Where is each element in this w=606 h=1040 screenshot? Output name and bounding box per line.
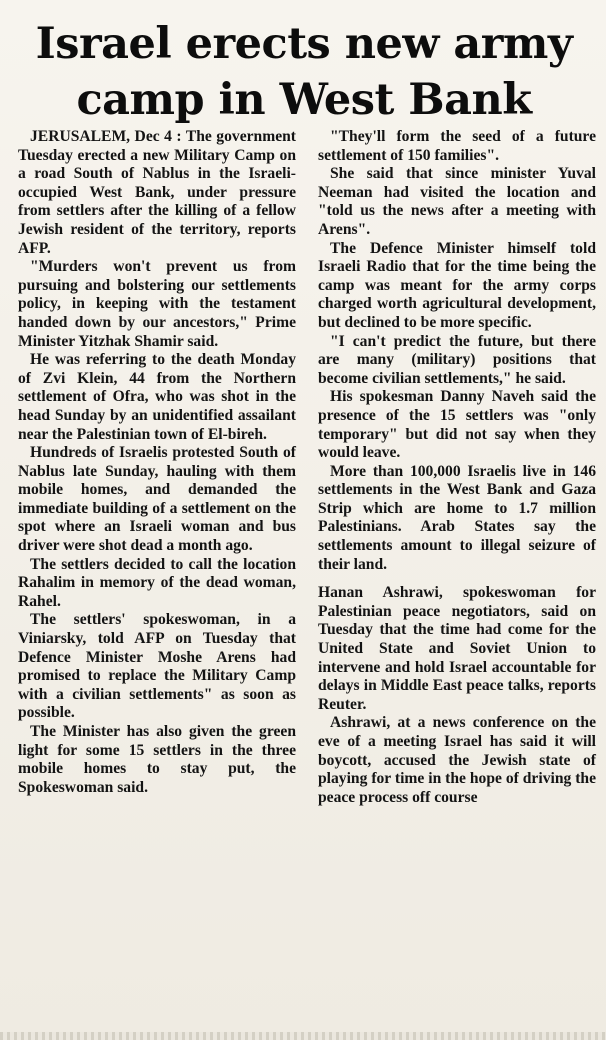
paragraph: His spokesman Danny Naveh said the presence of the 15 settlers was "only temporary" but did not say when they would leave. bbox=[318, 388, 596, 462]
headline-line-2: camp in West Bank bbox=[76, 75, 532, 125]
torn-bottom-edge bbox=[0, 1032, 606, 1040]
paragraph-text: The government Tuesday erected a new Military Camp on a road South of Nablus in the Israeli-occupied West Bank, under pressure from settlers after the killing of a fellow Jewish resident of the territory, reports AFP. bbox=[18, 128, 296, 257]
headline bbox=[14, 16, 594, 128]
right-column bbox=[318, 128, 596, 807]
left-column bbox=[18, 128, 296, 807]
paragraph: The Defence Minister himself told Israeli Radio that for the time being the camp was meant for the army corps charged worth agricultural development, but declined to be more specific. bbox=[318, 239, 596, 331]
paragraph: The settlers' spokeswoman, in a Viniarsky, told AFP on Tuesday that Defence Minister Moshe Arens had promised to replace the Military Camp with a civilian settlements" as soon as possible. bbox=[18, 611, 296, 722]
paragraph: More than 100,000 Israelis live in 146 settlements in the West Bank and Gaza Strip which are home to 1.7 million Palestinians. Arab States say the settlements amount to illegal seizure of their land. bbox=[318, 462, 596, 573]
paragraph: The Minister has also given the green light for some 15 settlers in the three mobile homes to stay put, the Spokeswoman said. bbox=[18, 723, 296, 796]
paragraph bbox=[18, 128, 296, 258]
paragraph: "I can't predict the future, but there are many (military) positions that become civilian settlements," he said. bbox=[318, 332, 596, 387]
paragraph: She said that since minister Yuval Neeman had visited the location and "told us the news after a meeting with Arens". bbox=[318, 165, 596, 238]
paragraph: He was referring to the death Monday of Zvi Klein, 44 from the Northern settlement of Ofra, who was shot in the head Sunday by an unidentified assailant near the Palestinian town of El-bireh. bbox=[18, 351, 296, 443]
second-story-paragraph: Ashrawi, at a news conference on the eve of a meeting Israel has said it will boycott, accused the Jewish state of playing for time in the hope of driving the peace process off course bbox=[318, 714, 596, 806]
paragraph: Hundreds of Israelis protested South of Nablus late Sunday, hauling with them mobile homes, and demanded the immediate building of a settlement on the spot where an Israeli woman and bus driver were shot dead a month ago. bbox=[18, 444, 296, 555]
paragraph: The settlers decided to call the location Rahalim in memory of the dead woman, Rahel. bbox=[18, 555, 296, 610]
dateline: JERUSALEM, Dec 4 : bbox=[30, 128, 182, 145]
paragraph: "They'll form the seed of a future settlement of 150 families". bbox=[318, 128, 596, 164]
second-story-paragraph: Hanan Ashrawi, spokeswoman for Palestinian peace negotiators, said on Tuesday that the time had come for the United State and Soviet Union to intervene and hold Israel accountable for delays in Middle East peace talks, reports Reuter. bbox=[318, 584, 596, 713]
article-columns bbox=[18, 128, 596, 807]
headline-line-1: Israel erects new army bbox=[35, 19, 573, 69]
paragraph: "Murders won't prevent us from pursuing and bolstering our settlements policy, in keeping with the testament handed down by our ancestors," Prime Minister Yitzhak Shamir said. bbox=[18, 258, 296, 350]
